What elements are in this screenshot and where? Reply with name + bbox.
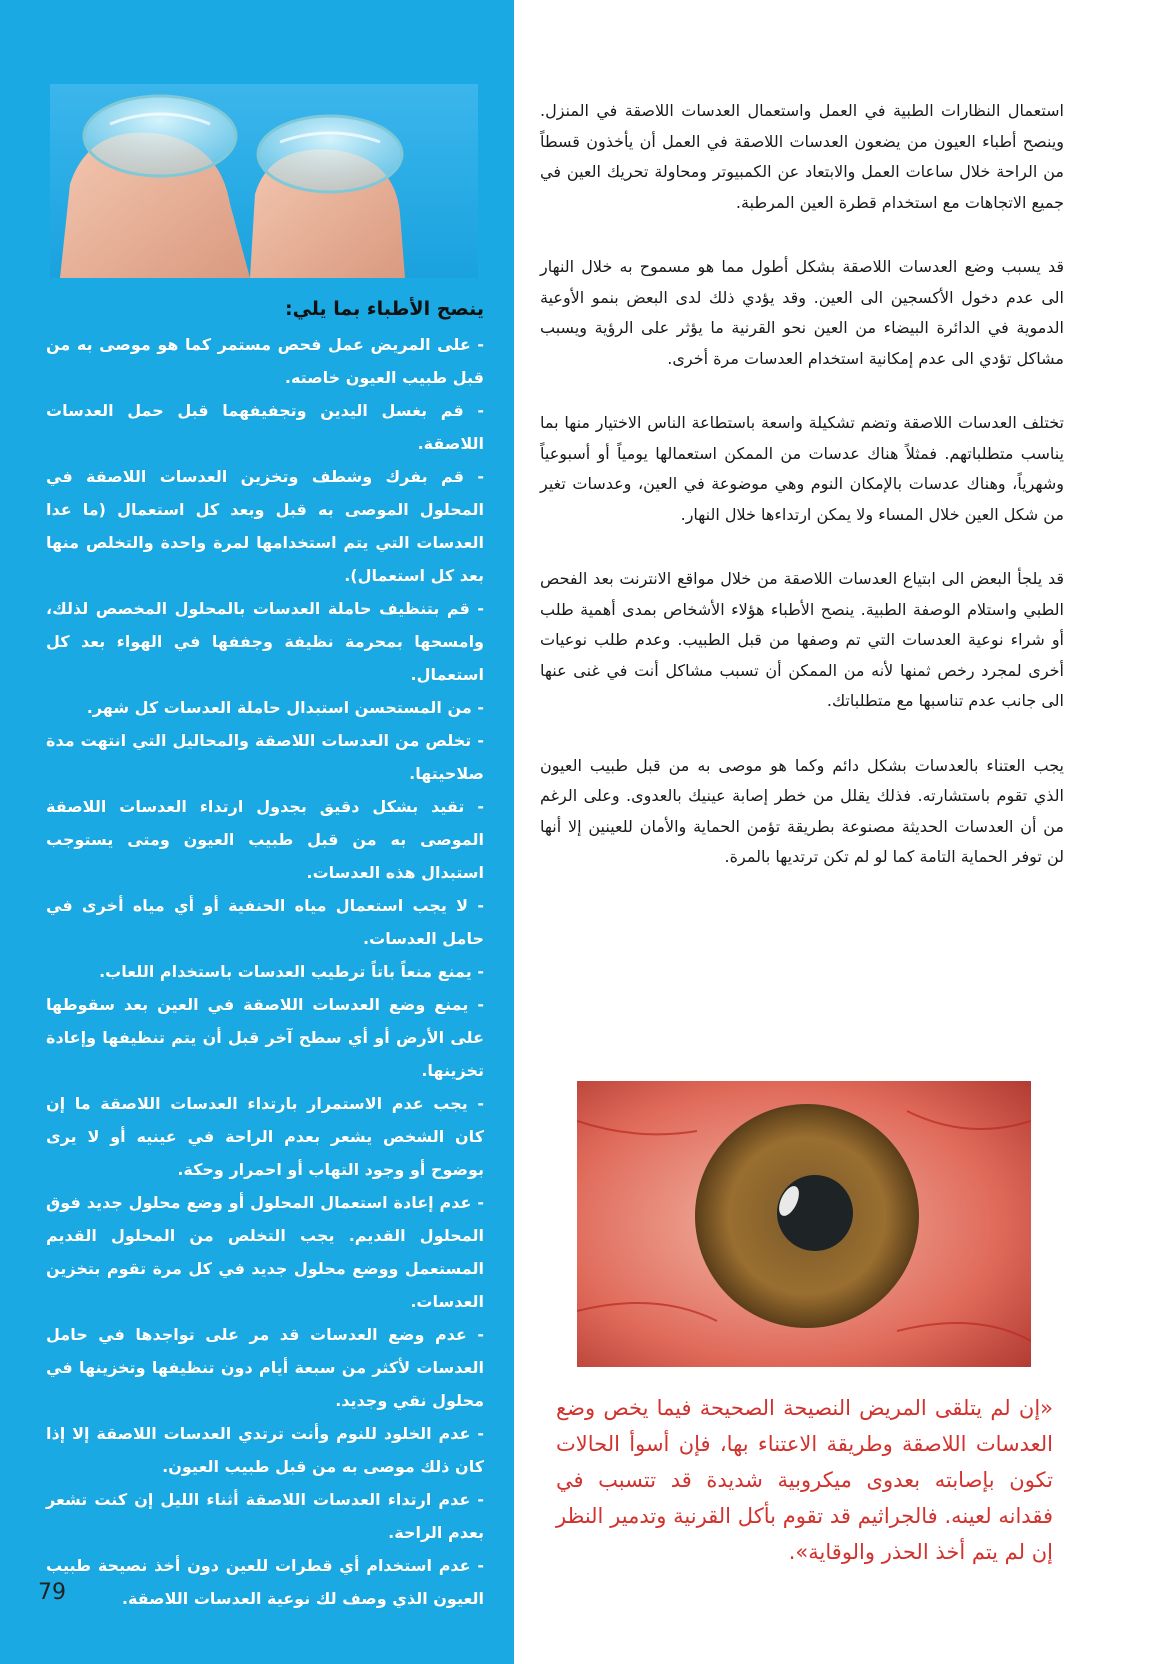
tip-item: - تقيد بشكل دقيق بجدول ارتداء العدسات اللاصقة الموصى به من قبل طبيب العيون ومتى يستوجب استبدال هذه العدسات.	[46, 797, 484, 882]
tips-section	[46, 296, 484, 1615]
tips-list	[46, 328, 484, 1615]
tip-item: - عدم إعادة استعمال المحلول أو وضع محلول جديد فوق المحلول القديم. يجب التخلص من المحلول القديم المستعمل ووضع محلول جديد في كل مرة تقوم بتخزين العدسات.	[46, 1193, 484, 1311]
tip-item: - قم بتنظيف حاملة العدسات بالمحلول المخصص لذلك، وامسحها بمحرمة نظيفة وجففها في الهواء بعد كل استعمال.	[46, 599, 484, 684]
tip-item: - على المريض عمل فحص مستمر كما هو موصى به من قبل طبيب العيون خاصته.	[46, 335, 484, 387]
article-paragraph: تختلف العدسات اللاصقة وتضم تشكيلة واسعة باستطاعة الناس الاختيار منها بما يناسب متطلباتهم. فمثلاً هناك عدسات من الممكن استعمالها يومياً أو أسبوعياً وشهرياً، وهناك عدسات بالإمكان النوم وهي موضوعة في العين، وعدسات تغير من شكل العين خلال المساء ولا يمكن ارتداءها خلال النهار.	[540, 413, 1064, 524]
article-paragraph: قد يسبب وضع العدسات اللاصقة بشكل أطول مما هو مسموح به خلال النهار الى عدم دخول الأكسجين الى العين. وقد يؤدي ذلك لدى البعض بنمو الأوعية الدموية في الدائرة البيضاء من العين نحو القرنية ما يؤثر على الرؤية ويسبب مشاكل تؤدي الى عدم إمكانية استخدام العدسات مرة أخرى.	[540, 257, 1064, 368]
article-paragraph: قد يلجأ البعض الى ابتياع العدسات اللاصقة من خلال مواقع الانترنت بعد الفحص الطبي واستلام الوصفة الطبية. ينصح الأطباء هؤلاء الأشخاص بمدى أهمية طلب أو شراء نوعية العدسات التي تم وصفها من قبل الطبيب. وعدم طلب نوعيات أخرى لمجرد رخص ثمنها لأنه من الممكن أن تسبب مشاكل أنت في غنى عنها الى جانب عدم تناسبها مع متطلباتك.	[540, 569, 1064, 710]
article-paragraph: استعمال النظارات الطبية في العمل واستعمال العدسات اللاصقة في المنزل. وينصح أطباء العيون من يضعون العدسات اللاصقة في العمل أن يأخذون قسطاً من الراحة خلال ساعات العمل والابتعاد عن الكمبيوتر ومحاولة تحريك العين في جميع الاتجاهات مع استخدام قطرة العين المرطبة.	[540, 101, 1064, 212]
tip-item: - قم بفرك وشطف وتخزين العدسات اللاصقة في المحلول الموصى به قبل وبعد كل استعمال (ما عدا العدسات التي يتم استخدامها لمرة واحدة والتخلص منها بعد كل استعمال).	[46, 467, 484, 585]
tips-sidebar	[0, 0, 514, 1664]
tip-item: - عدم استخدام أي قطرات للعين دون أخذ نصيحة طبيب العيون الذي وصف لك نوعية العدسات اللاصقة.	[46, 1556, 484, 1608]
article-body	[540, 96, 1064, 907]
tip-item: - يمنع منعاً باتاً ترطيب العدسات باستخدام اللعاب.	[99, 962, 484, 981]
tip-item: - يمنع وضع العدسات اللاصقة في العين بعد سقوطها على الأرض أو أي سطح آخر قبل أن يتم تنظيفها وإعادة تخزينها.	[46, 995, 484, 1080]
tip-item: - عدم وضع العدسات قد مر على تواجدها في حامل العدسات لأكثر من سبعة أيام دون تنظيفها وتخزينها في محلول نقي وجديد.	[46, 1325, 484, 1410]
contact-lenses-photo	[50, 84, 478, 278]
tips-heading: ينصح الأطباء بما يلي:	[284, 298, 484, 320]
tip-item: - عدم الخلود للنوم وأنت ترتدي العدسات اللاصقة إلا إذا كان ذلك موصى به من قبل طبيب العيون.	[46, 1424, 484, 1476]
tip-item: - من المستحسن استبدال حاملة العدسات كل شهر.	[86, 698, 484, 717]
tip-item: - يجب عدم الاستمرار بارتداء العدسات اللاصقة ما إن كان الشخص يشعر بعدم الراحة في عينيه أو لا يرى بوضوح أو وجود التهاب أو احمرار وحكة.	[46, 1094, 484, 1179]
article-paragraph: يجب العتناء بالعدسات بشكل دائم وكما هو موصى به من قبل طبيب العيون الذي تقوم باستشارته. فذلك يقلل من خطر إصابة عينيك بالعدوى. وعلى الرغم من أن العدسات الحديثة مصنوعة بطريقة تؤمن الحماية والأمان للعينين إلا أنها لن توفر الحماية التامة كما لو لم تكن ترتديها بالمرة.	[540, 755, 1064, 866]
tip-item: - تخلص من العدسات اللاصقة والمحاليل التي انتهت مدة صلاحيتها.	[46, 731, 484, 783]
red-eye-photo	[577, 1081, 1031, 1367]
tip-item: - عدم ارتداء العدسات اللاصقة أثناء الليل إن كنت تشعر بعدم الراحة.	[46, 1490, 484, 1542]
pull-quote: «إن لم يتلقى المريض النصيحة الصحيحة فيما يخص وضع العدسات اللاصقة وطريقة الاعتناء بها، فإن أسوأ الحالات تكون بإصابته بعدوى ميكروبية شديدة قد تتسبب في فقدانه لعينه. فالجراثيم قد تقوم بأكل القرنية وتدمير النظر إن لم يتم أخذ الحذر والوقاية».	[556, 1396, 1053, 1564]
tip-item: - لا يجب استعمال مياه الحنفية أو أي مياه أخرى في حامل العدسات.	[46, 896, 484, 948]
page-number: 79	[38, 1580, 66, 1605]
tip-item: - قم بغسل اليدين وتجفيفهما قبل حمل العدسات اللاصقة.	[46, 401, 484, 453]
